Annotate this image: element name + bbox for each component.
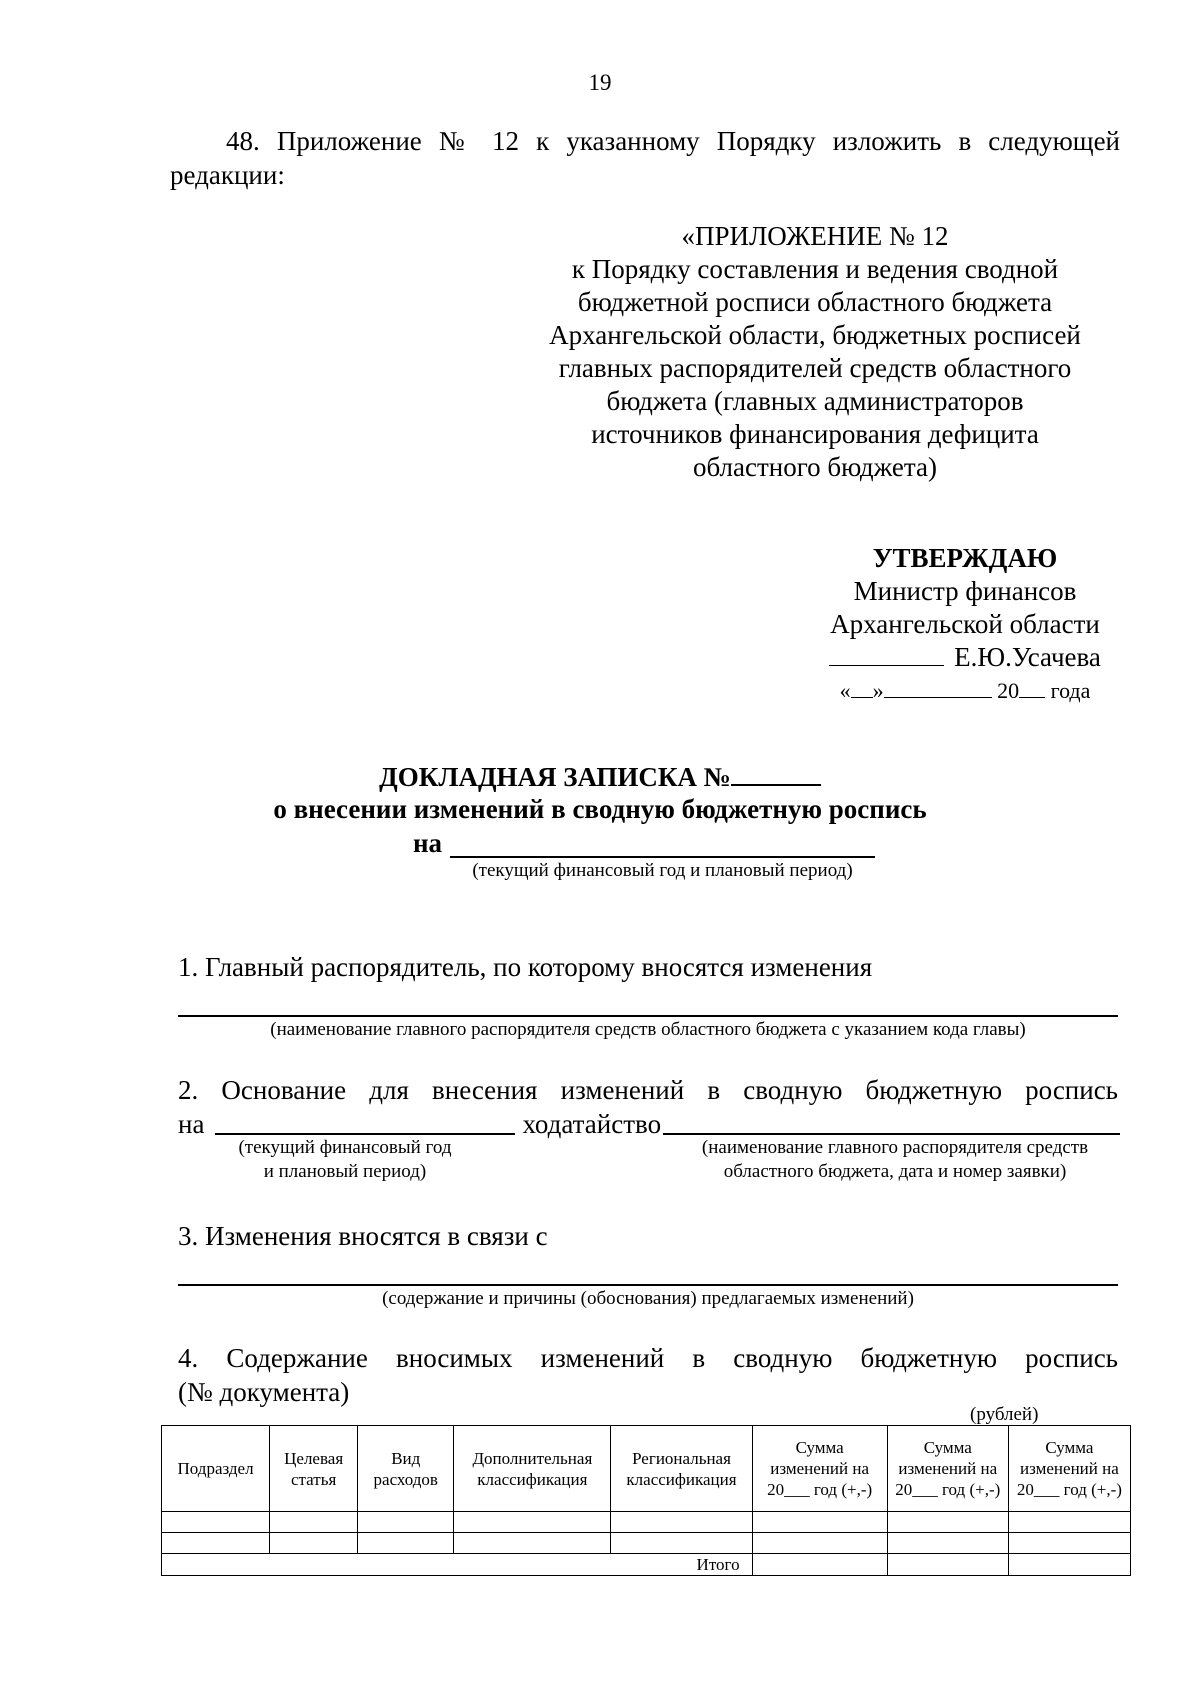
appendix-line: бюджетной росписи областного бюджета: [577, 287, 1053, 317]
table-cell: [358, 1512, 454, 1533]
appendix-line: бюджета (главных администраторов: [606, 386, 1024, 416]
section-1-blank: [178, 1015, 1118, 1017]
section-2-caption-right: [665, 1136, 1125, 1184]
section-2-petition-blank: [663, 1133, 1120, 1135]
approver-position: Министр финансов: [853, 576, 1077, 606]
table-cell: [752, 1512, 887, 1533]
header-cell: Целевая статья: [270, 1426, 358, 1512]
section-3-blank: [178, 1284, 1118, 1286]
approval-date: [800, 674, 1130, 707]
memo-title-text: ДОКЛАДНАЯ ЗАПИСКА №: [379, 762, 731, 792]
section-2-petition: ходатайство: [522, 1109, 662, 1139]
header-cell: Дополнительная классификация: [454, 1426, 611, 1512]
appendix-line: «ПРИЛОЖЕНИЕ № 12: [681, 221, 949, 251]
page-number: 19: [588, 70, 612, 95]
table-row: [162, 1533, 1131, 1554]
table-cell: [270, 1533, 358, 1554]
caption-line: (наименование главного распорядителя средств: [701, 1137, 1089, 1158]
header-cell: Региональная классификация: [611, 1426, 752, 1512]
section-2-na: на: [178, 1109, 205, 1139]
table-cell: [454, 1533, 611, 1554]
approver-signature-line: [800, 641, 1130, 674]
total-cell: [887, 1554, 1008, 1576]
section-2-period-blank: [215, 1133, 515, 1135]
section-4-line2: (№ документа): [178, 1377, 350, 1407]
header-cell: Сумма изменений на 20___ год (+,-): [752, 1426, 887, 1512]
table-cell: [358, 1533, 454, 1554]
section-1-text: 1. Главный распорядитель, по которому вносятся изменения: [178, 952, 873, 982]
header-cell: Вид расходов: [358, 1426, 454, 1512]
appendix-line: Архангельской области, бюджетных росписей: [549, 320, 1081, 350]
section-3-caption: (содержание и причины (обоснования) предлагаемых изменений): [382, 1288, 914, 1309]
signature-blank: [829, 643, 944, 666]
table-cell: [752, 1533, 887, 1554]
section-2-line1: 2. Основание для внесения изменений в сводную бюджетную роспись: [178, 1075, 1118, 1105]
table-cell: [270, 1512, 358, 1533]
month-blank: [884, 679, 992, 698]
table-row: [162, 1512, 1131, 1533]
approver-name: Е.Ю.Усачева: [954, 642, 1101, 672]
approver-region: Архангельской области: [830, 609, 1100, 639]
table-header-row: [162, 1426, 1131, 1512]
changes-table: [161, 1425, 1131, 1576]
table-cell: [454, 1512, 611, 1533]
section-2-caption-left: [205, 1136, 485, 1184]
units-label: (рублей): [970, 1404, 1039, 1425]
table-cell: [887, 1512, 1008, 1533]
section-4-text: [178, 1341, 1118, 1409]
day-blank: [851, 679, 873, 698]
caption-line: областного бюджета, дата и номер заявки): [723, 1161, 1067, 1182]
table-cell: [1008, 1533, 1130, 1554]
approval-block: [800, 542, 1130, 707]
memo-period-blank: [450, 856, 875, 858]
table-cell: [611, 1533, 752, 1554]
memo-period-caption: (текущий финансовый год и плановый период): [472, 860, 853, 881]
item-48-paragraph: 48. Приложение № 12 к указанному Порядку изложить в следующей редакции:: [170, 126, 1120, 190]
table-cell: [1008, 1512, 1130, 1533]
header-cell: Сумма изменений на 20___ год (+,-): [1008, 1426, 1130, 1512]
memo-number-blank: [731, 760, 821, 786]
section-3-text: 3. Изменения вносятся в связи с: [178, 1221, 548, 1251]
appendix-line: к Порядку составления и ведения сводной: [571, 254, 1059, 284]
appendix-line: областного бюджета): [692, 452, 938, 482]
table-total-row: [162, 1554, 1131, 1576]
table-cell: [162, 1533, 270, 1554]
approval-heading: УТВЕРЖДАЮ: [872, 543, 1058, 573]
date-quote-open: «: [839, 678, 851, 703]
date-suffix: года: [1045, 678, 1091, 703]
total-label: Итого: [162, 1554, 753, 1576]
memo-subtitle: о внесении изменений в сводную бюджетную роспись: [273, 794, 927, 824]
memo-na-label: на: [413, 828, 443, 858]
section-4-line1: 4. Содержание вносимых изменений в сводную бюджетную роспись: [178, 1343, 1118, 1373]
table-cell: [162, 1512, 270, 1533]
date-year-prefix: 20: [997, 678, 1020, 703]
appendix-line: главных распорядителей средств областного: [558, 353, 1072, 383]
table-cell: [887, 1533, 1008, 1554]
table-cell: [611, 1512, 752, 1533]
header-cell: Подраздел: [162, 1426, 270, 1512]
appendix-line: источников финансирования дефицита: [591, 419, 1039, 449]
appendix-header: [540, 220, 1090, 484]
section-1-caption: (наименование главного распорядителя средств областного бюджета с указанием кода главы): [270, 1019, 1026, 1040]
total-cell: [752, 1554, 887, 1576]
header-cell: Сумма изменений на 20___ год (+,-): [887, 1426, 1008, 1512]
memo-title: [0, 760, 1200, 793]
caption-line: (текущий финансовый год: [238, 1137, 452, 1158]
caption-line: и плановый период): [263, 1161, 427, 1182]
total-cell: [1008, 1554, 1130, 1576]
date-quote-close: »: [872, 678, 884, 703]
year-blank: [1019, 679, 1045, 698]
